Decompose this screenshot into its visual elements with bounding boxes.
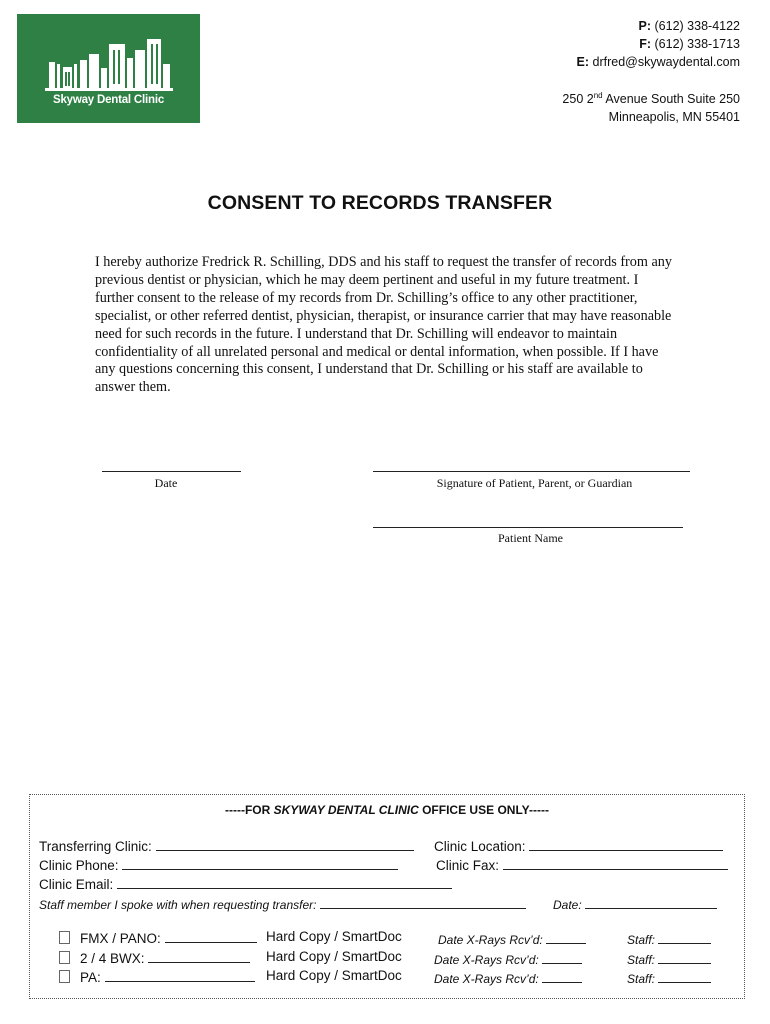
skyline-icon xyxy=(17,14,200,123)
email-address: drfred@skywaydental.com xyxy=(592,55,740,69)
fmx-pano-checkbox[interactable] xyxy=(59,931,70,944)
bwx-field[interactable] xyxy=(148,949,250,963)
signature-line[interactable] xyxy=(373,471,690,472)
email-line: E: drfred@skywaydental.com xyxy=(576,55,740,69)
city-line: Minneapolis, MN 55401 xyxy=(608,110,740,125)
bwx-xray-field[interactable] xyxy=(542,950,582,964)
form-title: CONSENT TO RECORDS TRANSFER xyxy=(207,192,553,214)
request-date-row: Date: xyxy=(553,895,717,912)
clinic-logo xyxy=(17,14,200,123)
pa-staff-field[interactable] xyxy=(658,969,711,983)
fmx-pano-xray-field[interactable] xyxy=(546,930,586,944)
fmx-pano-staff-row: Staff: xyxy=(627,930,711,947)
bwx-xray-row: Date X-Rays Rcv’d: xyxy=(434,950,582,967)
staff-spoke-field[interactable] xyxy=(320,895,526,909)
request-date-field[interactable] xyxy=(585,895,717,909)
fmx-pano-row: FMX / PANO: xyxy=(59,929,257,946)
fax-line: F: (612) 338-1713 xyxy=(639,37,740,51)
clinic-email-field[interactable] xyxy=(117,875,452,889)
fmx-pano-copy[interactable]: Hard Copy / SmartDoc xyxy=(266,929,402,944)
fmx-pano-staff-field[interactable] xyxy=(658,930,711,944)
clinic-phone-row: Clinic Phone: xyxy=(39,856,398,873)
clinic-fax-row: Clinic Fax: xyxy=(436,856,728,873)
clinic-logo-text: Skyway Dental Clinic xyxy=(52,94,165,106)
staff-spoke-row: Staff member I spoke with when requesting transfer: xyxy=(39,895,526,912)
clinic-phone-field[interactable] xyxy=(122,856,398,870)
patient-name-line[interactable] xyxy=(373,527,683,528)
clinic-location-field[interactable] xyxy=(529,837,723,851)
pa-staff-row: Staff: xyxy=(627,969,711,986)
consent-paragraph: I hereby authorize Fredrick R. Schilling, DDS and his staff to request the transfer of records from any previous dentist or physician, which he may deem pertinent and useful in my future treatment. I further consent to the release of my records from Dr. Schilling’s office to any other practitioner, specialist, or other referred dentist, physician, therapist, or insurance carrier that may have reasonable need for such records in the future. I understand that Dr. Schilling will endeavor to maintain confidentiality of all unrelated personal and medical or dental information, when possible. If I have any questions concerning this consent, I understand that Dr. Schilling or his staff are available to answer them. xyxy=(95,254,672,396)
bwx-staff-field[interactable] xyxy=(658,950,711,964)
pa-xray-row: Date X-Rays Rcv’d: xyxy=(434,969,582,986)
contact-block xyxy=(562,17,740,126)
clinic-fax-field[interactable] xyxy=(503,856,728,870)
patient-name-label: Patient Name xyxy=(498,531,563,545)
bwx-checkbox[interactable] xyxy=(59,951,70,964)
clinic-location-row: Clinic Location: xyxy=(434,837,723,854)
signature-label: Signature of Patient, Parent, or Guardian xyxy=(436,476,633,490)
pa-checkbox[interactable] xyxy=(59,970,70,983)
date-line[interactable] xyxy=(102,471,241,472)
transferring-clinic-field[interactable] xyxy=(156,837,414,851)
office-use-box xyxy=(29,794,745,999)
phone-number: (612) 338-4122 xyxy=(654,19,740,33)
pa-field[interactable] xyxy=(105,968,255,982)
pa-xray-field[interactable] xyxy=(542,969,582,983)
office-use-title: -----FOR SKYWAY DENTAL CLINIC OFFICE USE ONLY----- xyxy=(224,803,549,817)
fmx-pano-field[interactable] xyxy=(165,929,257,943)
transferring-clinic-row: Transferring Clinic: xyxy=(39,837,414,854)
bwx-staff-row: Staff: xyxy=(627,950,711,967)
pa-row: PA: xyxy=(59,968,255,985)
date-label: Date xyxy=(154,476,178,490)
phone-line: P: (612) 338-4122 xyxy=(638,19,740,33)
clinic-email-row: Clinic Email: xyxy=(39,875,452,892)
address-line: 250 2nd Avenue South Suite 250 xyxy=(562,91,740,107)
bwx-row: 2 / 4 BWX: xyxy=(59,949,250,966)
fmx-pano-xray-row: Date X-Rays Rcv’d: xyxy=(438,930,586,947)
fax-number: (612) 338-1713 xyxy=(654,37,740,51)
pa-copy[interactable]: Hard Copy / SmartDoc xyxy=(266,968,402,983)
bwx-copy[interactable]: Hard Copy / SmartDoc xyxy=(266,949,402,964)
